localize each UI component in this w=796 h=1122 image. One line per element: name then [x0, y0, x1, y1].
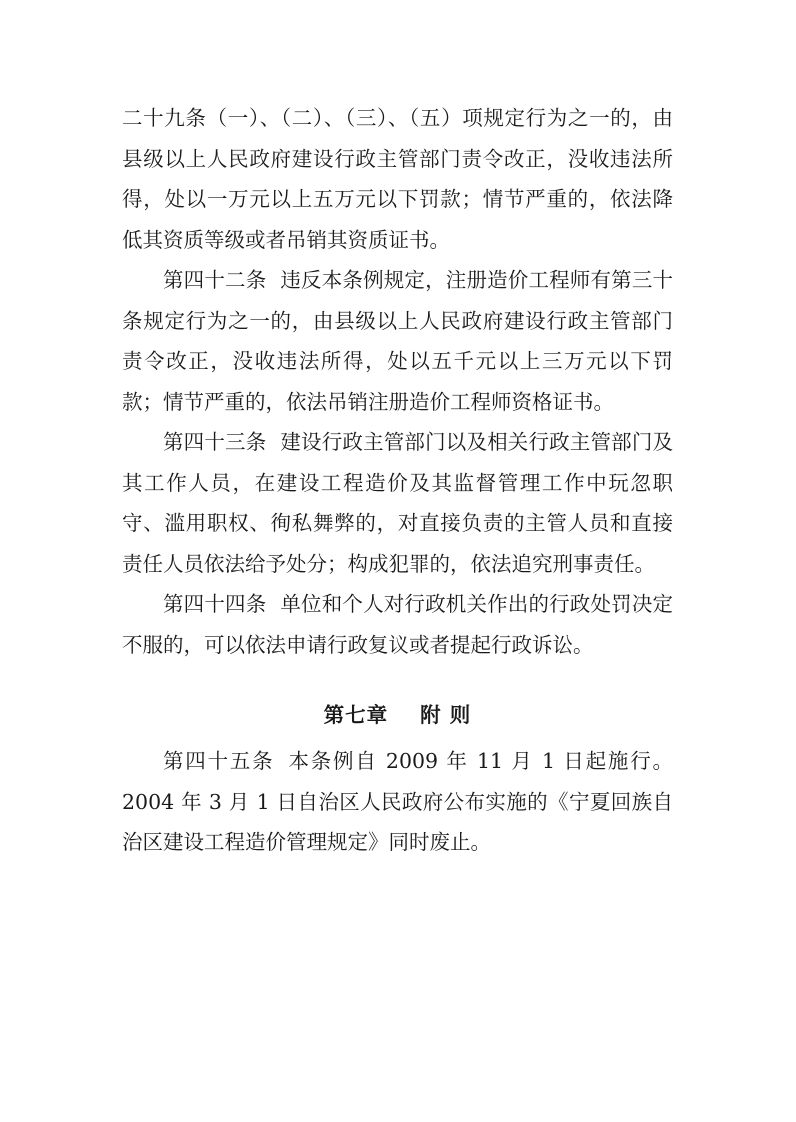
article-42	[122, 260, 673, 422]
chapter-title: 附 则	[420, 703, 472, 727]
article-number: 第四十三条	[163, 430, 267, 454]
chapter-heading	[122, 695, 673, 735]
article-number: 第四十四条	[163, 592, 267, 616]
article-text: 建设行政主管部门以及相关行政主管部门及其工作人员，在建设工程造价及其监督管理工作中玩忽职守、滥用职权、徇私舞弊的，对直接负责的主管人员和直接责任人员依法给予处分；构成犯罪的，依法追究刑事责任。	[122, 430, 674, 576]
article-text: 单位和个人对行政机关作出的行政处罚决定不服的，可以依法申请行政复议或者提起行政诉讼。	[122, 592, 674, 657]
article-text: 违反本条例规定，注册造价工程师有第三十条规定行为之一的，由县级以上人民政府建设行政主管部门责令改正，没收违法所得，处以五千元以上三万元以下罚款；情节严重的，依法吊销注册造价工程师资格证书。	[122, 268, 674, 414]
paragraph-text: 二十九条（一）、（二）、（三）、（五）项规定行为之一的，由县级以上人民政府建设行政主管部门责令改正，没收违法所得，处以一万元以上五万元以下罚款；情节严重的，依法降低其资质等级或者吊销其资质证书。	[122, 106, 673, 252]
article-43	[122, 422, 673, 584]
article-number: 第四十五条	[163, 749, 275, 773]
article-44	[122, 584, 673, 665]
article-number: 第四十二条	[163, 268, 267, 292]
chapter-number: 第七章	[323, 703, 389, 727]
paragraph-continuation	[122, 98, 673, 260]
article-45	[122, 741, 673, 863]
article-text: 本条例自 2009 年 11 月 1 日起施行。2004 年 3 月 1 日自治区人民政府公布实施的《宁夏回族自治区建设工程造价管理规定》同时废止。	[122, 749, 673, 854]
document-body	[122, 98, 673, 863]
